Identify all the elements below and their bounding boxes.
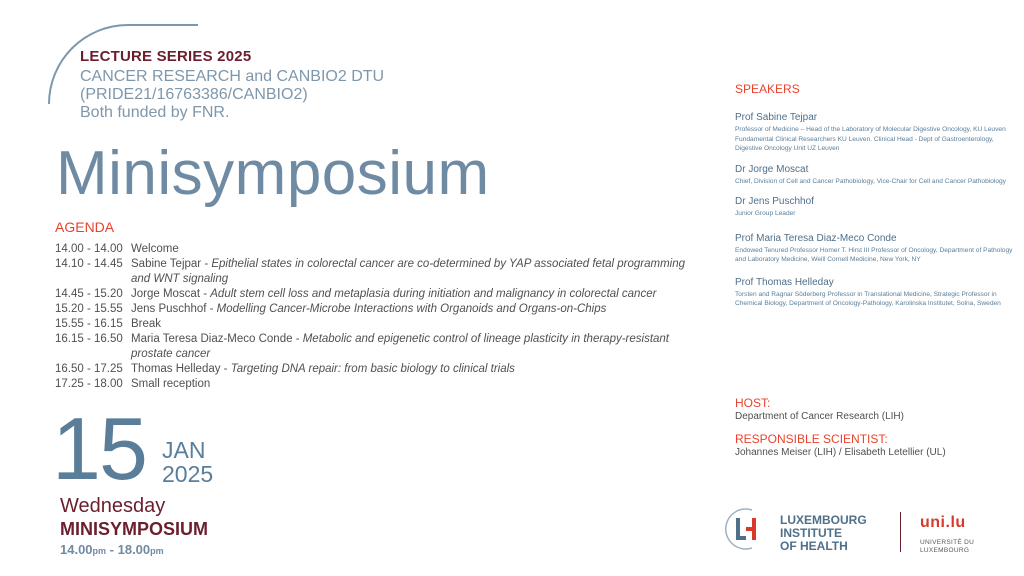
unilu-logo-icon: uni.lu	[920, 514, 966, 531]
speaker-entry	[735, 277, 1015, 309]
end-time: 18.00	[117, 542, 151, 557]
subtitle-line: CANCER RESEARCH and CANBIO2 DTU	[80, 68, 385, 85]
agenda-row	[55, 332, 705, 362]
speaker-name: Prof Maria Teresa Diaz-Meco Conde	[735, 232, 897, 244]
agenda-talk: Metabolic and epigenetic control of lineage plasticity in therapy-resistant prostate cancer	[131, 333, 670, 360]
event-hours	[60, 542, 164, 557]
event-type: MINISYMPOSIUM	[60, 519, 209, 539]
speaker-role: Professor of Medicine – Head of the Laboratory of Molecular Digestive Oncology, KU Leuven Fundamental Clinical Researchers KU Leuven. Clinical Head - Dept of Gastroenterology, Digestive Oncology Unit UZ Leuven	[735, 126, 1006, 152]
scientist-heading: RESPONSIBLE SCIENTIST:	[735, 432, 888, 446]
agenda-speaker: Break	[131, 318, 162, 330]
start-unit: pm	[92, 546, 107, 556]
agenda-time: 14.00 - 14.00	[55, 243, 123, 255]
agenda-row	[55, 362, 705, 377]
event-weekday: Wednesday	[60, 495, 166, 517]
agenda-list	[55, 242, 705, 392]
speaker-name: Dr Jorge Moscat	[735, 163, 809, 175]
agenda-speaker: Welcome	[131, 243, 179, 255]
agenda-heading: AGENDA	[55, 219, 115, 235]
agenda-speaker: Maria Teresa Diaz-Meco Conde -	[131, 333, 303, 345]
agenda-row	[55, 257, 705, 287]
speaker-name: Prof Thomas Helleday	[735, 276, 834, 288]
agenda-row	[55, 317, 705, 332]
speakers-panel	[735, 82, 1015, 309]
funding-subtitle	[80, 68, 384, 122]
unilu-logo-text: UNIVERSITÉ DU LUXEMBOURG	[920, 539, 975, 554]
agenda-talk: Epithelial states in colorectal cancer are co-determined by YAP associated fetal programming and WNT signaling	[131, 258, 686, 285]
agenda-time: 17.25 - 18.00	[55, 378, 123, 390]
start-time: 14.00	[60, 542, 93, 557]
agenda-speaker: Small reception	[131, 378, 211, 390]
logo-divider	[900, 512, 901, 552]
agenda-time: 16.15 - 16.50	[55, 333, 123, 345]
agenda-time: 14.10 - 14.45	[55, 258, 123, 270]
speaker-entry	[735, 112, 1015, 154]
host-value: Department of Cancer Research (LIH)	[735, 411, 904, 422]
speaker-role: Endowed Tenured Professor Homer T. Hirst III Professor of Oncology, Department of Pathology and Laboratory Medicine, Weill Cornell Medicine, New York, NY	[735, 246, 1013, 263]
agenda-speaker: Jorge Moscat -	[131, 288, 211, 300]
lih-logo-icon	[722, 506, 768, 552]
agenda-row	[55, 287, 705, 302]
agenda-row	[55, 242, 705, 257]
speaker-role: Junior Group Leader	[735, 210, 796, 217]
agenda-time: 15.20 - 15.55	[55, 303, 123, 315]
agenda-row	[55, 377, 705, 392]
lih-logo-text: LUXEMBOURG INSTITUTE OF HEALTH	[780, 513, 867, 553]
subtitle-line: Both funded by FNR.	[80, 104, 230, 121]
host-section	[735, 396, 1015, 458]
speaker-name: Dr Jens Puschhof	[735, 196, 814, 207]
speaker-entry	[735, 196, 1015, 219]
host-heading: HOST:	[735, 396, 771, 410]
agenda-speaker: Sabine Tejpar -	[131, 258, 212, 270]
lecture-series-label: LECTURE SERIES 2025	[80, 48, 252, 65]
logos-bar	[722, 504, 1022, 564]
event-day: 15	[52, 399, 146, 498]
agenda-time: 16.50 - 17.25	[55, 363, 123, 375]
time-dash: -	[106, 542, 118, 557]
agenda-talk: Adult stem cell loss and metaplasia during initiation and malignancy in colorectal cancer	[210, 288, 657, 300]
speaker-entry	[735, 233, 1015, 265]
speaker-entry	[735, 164, 1015, 187]
agenda-row	[55, 302, 705, 317]
page-title: Minisymposium	[56, 139, 490, 208]
end-unit: pm	[150, 546, 164, 556]
agenda-talk: Targeting DNA repair: from basic biology to clinical trials	[230, 363, 515, 375]
speaker-name: Prof Sabine Tejpar	[735, 112, 818, 123]
agenda-speaker: Jens Puschhof -	[131, 303, 217, 315]
speakers-heading: SPEAKERS	[735, 82, 800, 96]
event-month: JAN	[162, 437, 206, 463]
event-year: 2025	[162, 461, 214, 487]
agenda-time: 15.55 - 16.15	[55, 318, 123, 330]
subtitle-line: (PRIDE21/16763386/CANBIO2)	[80, 86, 308, 103]
speaker-role: Chief, Division of Cell and Cancer Pathobiology, Vice-Chair for Cell and Cancer Pathobiology	[735, 177, 1006, 185]
agenda-talk: Modelling Cancer-Microbe Interactions with Organoids and Organs-on-Chips	[216, 303, 607, 315]
speaker-role: Torsten and Ragnar Söderberg Professor in Translational Medicine, Strategic Professor in Chemical Biology, Department of Oncology-Pathology, Karolinska Institutet, Solna, Sweden	[735, 290, 1001, 307]
event-month-year	[162, 438, 213, 486]
scientist-value: Johannes Meiser (LIH) / Elisabeth Letellier (UL)	[735, 447, 946, 458]
agenda-speaker: Thomas Helleday -	[131, 363, 231, 375]
agenda-time: 14.45 - 15.20	[55, 288, 123, 300]
